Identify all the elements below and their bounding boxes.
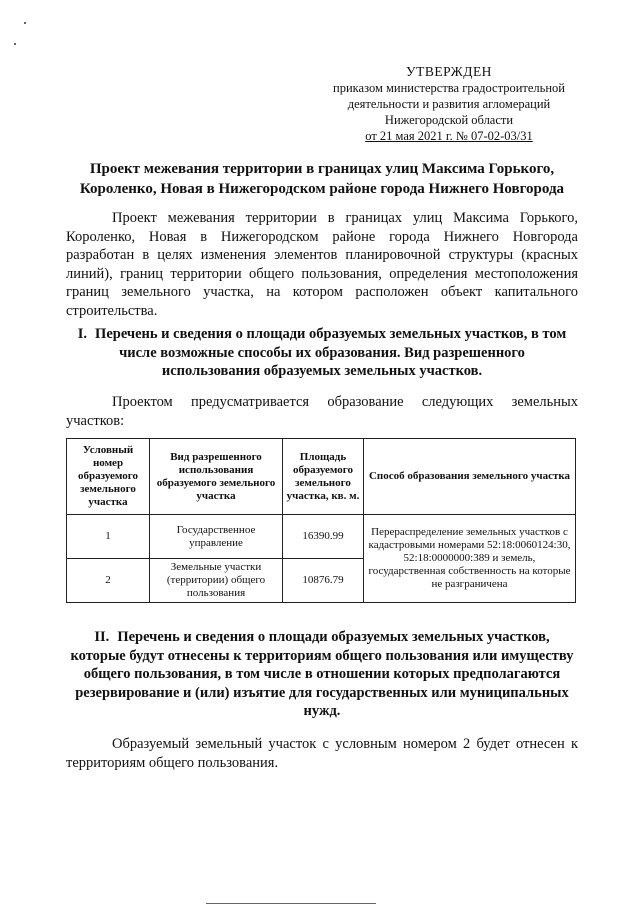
footer-divider — [206, 903, 376, 904]
section-1-title: Перечень и сведения о площади образуемых земельных участков, в том числе возможные способы их образования. Вид разрешенного использования образуемых земельных участков. — [95, 326, 567, 379]
approval-line: Нижегородской области — [384, 113, 514, 127]
plot-area: 16390.99 — [283, 515, 364, 559]
plot-number: 1 — [67, 515, 150, 559]
formation-method: Перераспределение земельных участков с кадастровыми номерами 52:18:0060124:30, 52:18:0000000:389 и земель, государственная собственность на которые не разграничена — [364, 515, 576, 603]
section-2-heading — [66, 628, 578, 721]
plot-use: Земельные участки (территории) общего пользования — [150, 559, 283, 603]
scan-speck — [24, 22, 26, 24]
approval-line: приказом министерства градостроительной — [333, 81, 565, 95]
section-2-number: II. — [94, 629, 110, 645]
approval-title: УТВЕРЖДЕН — [406, 64, 492, 79]
section-1-heading — [70, 325, 574, 381]
intro-paragraph: Проект межевания территории в границах улиц Максима Горького, Короленко, Новая в Нижегородском районе города Нижнего Новгорода разработан в целях изменения элементов планировочной структуры (красных линий), границ территории общего пользования, определения местоположения границ земельного участка, на котором расположен объект капитального строительства. — [66, 210, 578, 319]
approval-line: деятельности и развития агломераций — [347, 97, 551, 111]
document-title: Проект межевания территории в границах улиц Максима Горького, Короленко, Новая в Нижегородском районе города Нижнего Новгорода — [79, 161, 565, 197]
table-header: Способ образования земельного участка — [364, 439, 576, 515]
section-2-title: Перечень и сведения о площади образуемых земельных участков, которые будут отнесены к территориям общего пользования или имуществу общего пользования, в том числе в отношении которых предполагаются резервирование и (или) изъятие для государственных или муниципальных нужд. — [70, 629, 574, 719]
table-row — [67, 515, 576, 559]
table-header: Площадь образуемого земельного участка, кв. м. — [283, 439, 364, 515]
land-plots-table — [66, 438, 576, 603]
approval-stamp — [322, 64, 576, 144]
table-header: Условный номер образуемого земельного участка — [67, 439, 150, 515]
section-1-text: Проектом предусматривается образование следующих земельных участков: — [66, 394, 578, 429]
table-header: Вид разрешенного использования образуемого земельного участка — [150, 439, 283, 515]
plot-use: Государственное управление — [150, 515, 283, 559]
plot-area: 10876.79 — [283, 559, 364, 603]
section-1-number: I. — [77, 326, 88, 342]
scan-speck — [14, 43, 16, 45]
approval-date: от 21 мая 2021 г. № 07-02-03/31 — [365, 129, 533, 143]
plot-number: 2 — [67, 559, 150, 603]
final-paragraph: Образуемый земельный участок с условным номером 2 будет отнесен к территориям общего пользования. — [66, 736, 578, 771]
